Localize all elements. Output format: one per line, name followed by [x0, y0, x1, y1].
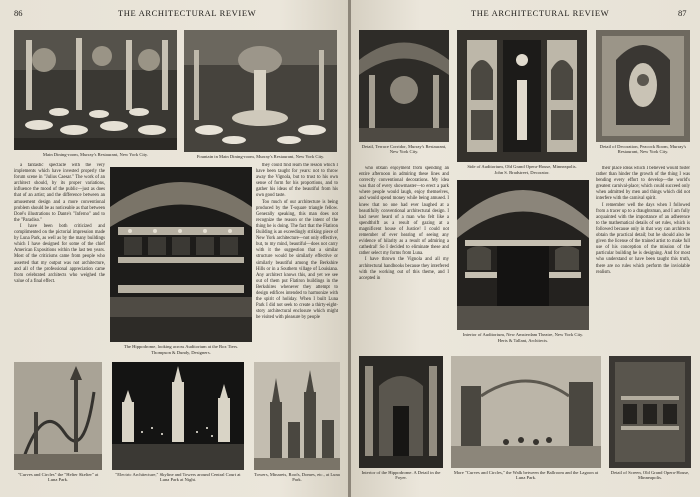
right-page: [351, 0, 700, 497]
paragraph: they could find learn the lesson which I have been taught for years: not to throw away the Vignola, but to trust to his own sense of form for his proportions, and to gather his ideas of the beautiful from his own good taste.: [256, 163, 338, 199]
left-text-column-1: [14, 163, 105, 353]
right-page-number: 87: [678, 8, 687, 18]
caption-fountain: Fountain in Main Dining-room, Murray's Restaurant, New York City.: [196, 154, 325, 159]
photo-towers-minarets: [254, 362, 340, 470]
caption-hippodrome-credit: Thompson & Dundy, Designers.: [151, 350, 211, 355]
caption-screen-detail: Detail of Screen, Old Grand Opera-House, Minneapolis.: [610, 470, 690, 481]
photo-hippodrome-auditorium: [110, 167, 252, 342]
caption-opera-house-side: Side of Auditorium, Old Grand Opera-House, Minneapolis.: [467, 164, 577, 169]
photo-hippodrome-foyer: [359, 356, 443, 468]
photo-screen-detail: [609, 356, 691, 468]
photo-main-dining-room: [14, 30, 177, 150]
photo-helter-skelter: [14, 362, 102, 470]
photo-peacock-room: [596, 30, 690, 142]
right-text-column-2: [596, 166, 690, 352]
left-page: [0, 0, 349, 497]
right-text-column-1: [359, 166, 449, 352]
photo-terrace-corridor: [359, 30, 449, 142]
paragraph: Too much of our architecture is being produced by the T-square triangle fellow. Generally speaking, this man does not recognize the reason or the intent of the thing he is doing. The fact that the Flatiron Building is an exceedingly striking piece of New York architecture—not only effective, but, to my mind, beautiful—does not carry with it the suggestion that a similar structure would be similarly effective or similarly beautiful among the Berkshire Hills or in a Southern village of Louisiana. Any architect knows this, and yet we see out of them put Flatiron buildings in the Berkshires whenever they attempt to design edifices intended to harmonize with the spirit of holiday. When I built Luna Park I did not seek to create a thirty-eight-story architectural enclosure which might be visited with pleasure by people: [256, 199, 338, 321]
caption-electric-architecture: "Electric Architecture," Skyline and Towers around Central Court at Luna Park at Night.: [115, 472, 241, 483]
paragraph: their place ideas which I believed would foster rather than hinder the growth of the thing I was bending every effort to develop—the world's greatest carnival-place; which could succeed only when admitted by men and things which did not interfere with the carnival spirit.: [596, 166, 690, 202]
photo-opera-house-side: [457, 30, 587, 162]
caption-new-amsterdam: Interior of Auditorium, New Amsterdam Theatre, New York City.: [462, 332, 584, 337]
left-running-head: THE ARCHITECTURAL REVIEW: [118, 8, 257, 18]
caption-new-amsterdam-credit: Herts & Tallant, Architects.: [497, 338, 549, 343]
photo-curves-circles-walk: [451, 356, 601, 468]
photo-fountain: [184, 30, 337, 152]
photo-new-amsterdam-auditorium: [457, 180, 589, 330]
caption-opera-house-credit: John S. Bradstreet, Decorator.: [494, 170, 550, 175]
paragraph: a fantastic spectacle with the very implements which have invested properly the forum scene in "Julius Caesar." The work of an architect should, by its proper variations, influence the mood of the public—just as does that of an artist; and the difference between an amusement design and a more conventional problem should be as noticeable as that between Doré's illustrations to Dante's "Inferno" and to the "Paradiso.": [14, 163, 105, 223]
caption-hippodrome: The Hippodrome, looking across Auditorium at the Box Tiers.: [123, 344, 239, 349]
caption-main-dining-room: Main Dining-room, Murray's Restaurant, New York City.: [42, 152, 149, 157]
photo-electric-architecture: [112, 362, 244, 470]
paragraph: I have thrown the Vignola and all my architectural handbooks because they interfered with the working out of this theme, and I accepted in: [359, 257, 449, 281]
caption-peacock-room: Detail of Decoration, Peacock Room, Murray's Restaurant, New York City.: [599, 144, 687, 155]
paragraph: I have been both criticized and complimented on the pictorial impression made by Luna Park, as well as by the many buildings which I have designed for some of the chief American Expositions within the last ten years. Most of the criticisms came from people who asserted that my output was not architecture, and all of the professional appreciation came from celebrated architects who weighed the value of a final effect.: [14, 223, 105, 284]
left-text-column-2: [256, 163, 338, 359]
left-page-number: 86: [14, 8, 23, 18]
caption-terrace-corridor: Detail, Terrace Corridor, Murray's Restaurant, New York City.: [361, 144, 447, 155]
paragraph: who obtain enjoyment from spending an entire afternoon in admiring these lines and correctly conventional decorations. My idea was that of every showmaster—to erect a park where people would laugh, enjoy themselves, and would spend money while being amused. I knew that no one had ever laughed at a beautifully conventional architectural design. I had never heard of a man who felt like a spendthrift as a result of gazing at a magnificent house of Justice! I could not remember of ever hearing of seeing any evidence of hilarity as a result of admiring a cathedral! So I decided to eliminate these and rather select my forms from Luna.: [359, 166, 449, 257]
caption-towers-minarets: Towers, Minarets, Roofs, Domes, etc., at Luna Park.: [254, 472, 340, 483]
right-running-head: THE ARCHITECTURAL REVIEW: [471, 8, 610, 18]
caption-hippodrome-foyer: Interior of the Hippodrome. A Detail in the Foyer.: [361, 470, 441, 481]
caption-curves-circles-walk: More "Curves and Circles," the Walk between the Ballroom and the Lagoon at Luna Park.: [453, 470, 599, 481]
paragraph: I remember well the days when I followed from a tracer up to a draughtsman, and I am fully acquainted with the importance of an adherence to the mathematical details of set rules, which is followed because only in that way can architects obtain the practical detail; but he should also be given the license of the trained artist to make full use of his conception of the mission of the particular building he is designing. And for most who understand or have been taught this truth, there are no rules which perform the inviolable realism.: [596, 202, 690, 275]
caption-helter-skelter: "Curves and Circles" the "Helter Skelter" at Luna Park.: [17, 472, 99, 483]
